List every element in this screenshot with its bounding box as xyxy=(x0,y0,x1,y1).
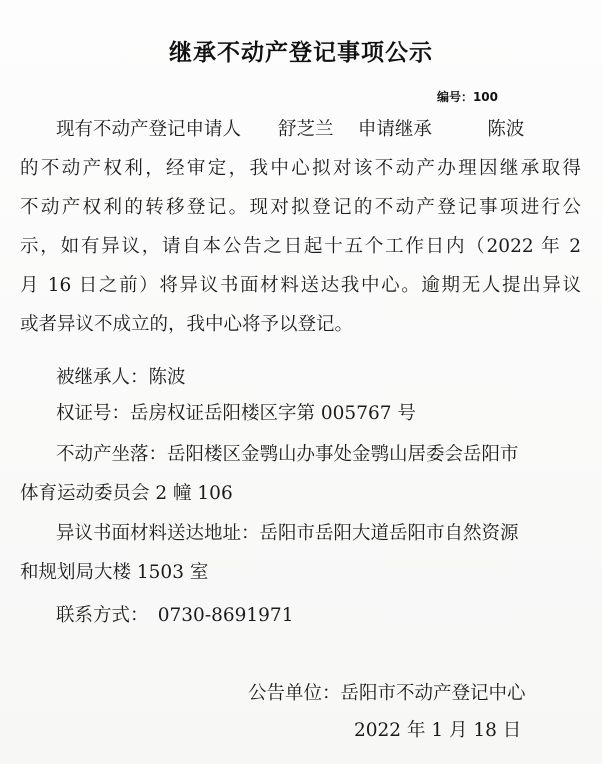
document-title: 继承不动产登记事项公示 xyxy=(169,40,433,66)
intro-line-2: 的不动产权利，经审定，我中心拟对该不动产办理因继承取得 xyxy=(20,158,581,179)
certificate-line: 权证号：岳房权证岳阳楼区字第 005767 号 xyxy=(56,403,416,424)
decedent-line: 被继承人：陈波 xyxy=(56,367,186,388)
objection-address-line-2: 和规划局大楼 1503 室 xyxy=(20,562,209,583)
serial-number: 编号：100 xyxy=(436,90,498,104)
contact-line: 联系方式： 0730-8691971 xyxy=(56,605,294,626)
intro-line-4: 示，如有异议，请自本公告之日起十五个工作日内（2022 年 2 xyxy=(20,236,581,257)
location-line-2: 体育运动委员会 2 幢 106 xyxy=(20,483,233,504)
objection-address-line-1: 异议书面材料送达地址：岳阳市岳阳大道岳阳市自然资源 xyxy=(56,523,519,544)
intro-line-5: 月 16 日之前）将异议书面材料送达我中心。逾期无人提出异议 xyxy=(20,275,581,296)
date-line: 2022 年 1 月 18 日 xyxy=(354,720,522,741)
intro-line-6: 或者异议不成立的，我中心将予以登记。 xyxy=(20,314,354,335)
location-line-1: 不动产坐落：岳阳楼区金鹗山办事处金鹗山居委会岳阳市 xyxy=(56,444,519,465)
intro-line-3: 不动产权利的转移登记。现对拟登记的不动产登记事项进行公 xyxy=(20,197,581,218)
publisher-line: 公告单位：岳阳市不动产登记中心 xyxy=(248,683,526,704)
intro-line-1: 现有不动产登记申请人 舒芝兰 申请继承 陈波 xyxy=(56,119,525,140)
